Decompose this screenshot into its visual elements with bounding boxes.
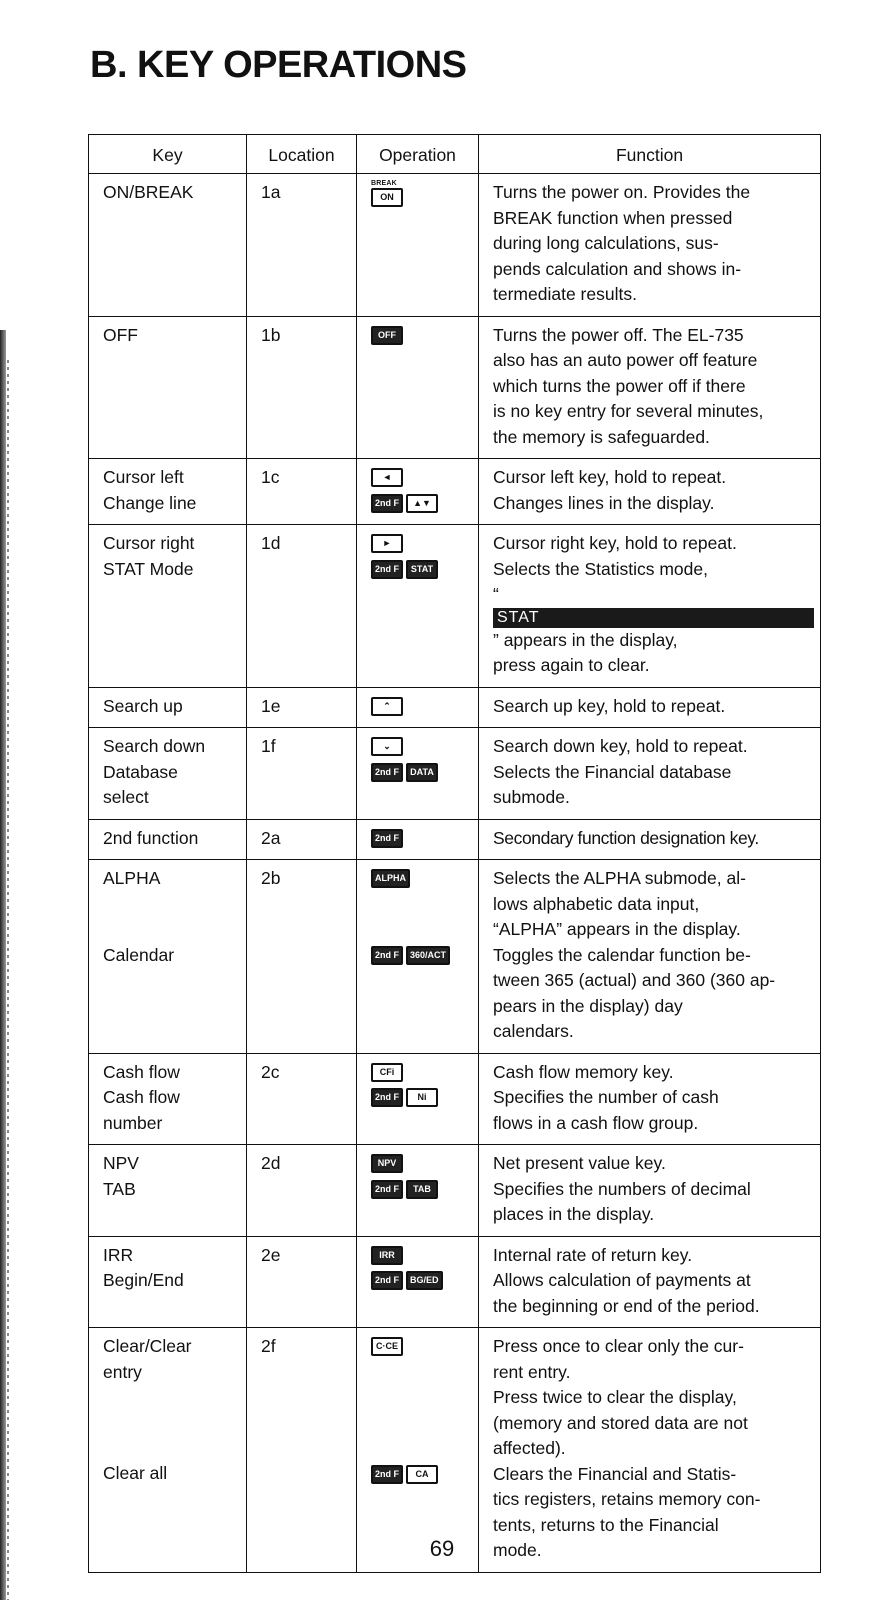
operation-cell [357, 687, 479, 728]
function-line: Turns the power off. The EL-735 [493, 324, 744, 345]
irr-key: IRR [371, 1246, 403, 1265]
function-line: Selects the Statistics mode, [493, 558, 708, 579]
page-binding-edge [0, 330, 6, 1600]
page-binding-stitch [7, 360, 9, 1600]
page-number: 69 [429, 1536, 455, 1561]
key-cell [89, 1053, 247, 1145]
data-key: DATA [406, 763, 438, 782]
location-cell: 1c [247, 459, 357, 525]
begin-end-key: BG/ED [406, 1271, 443, 1290]
key-name: Clear/Clear [103, 1336, 192, 1356]
off-key: OFF [371, 326, 403, 345]
location-cell: 2f [247, 1328, 357, 1573]
operation-cell [357, 728, 479, 820]
location-cell: 2d [247, 1145, 357, 1237]
function-line: Changes lines in the display. [493, 492, 715, 513]
key-name: Search down [103, 736, 206, 756]
function-cell [479, 819, 821, 860]
key-cell [89, 1236, 247, 1328]
function-line: Press twice to clear the display, [493, 1387, 737, 1407]
function-line: also has an auto power off feature [493, 350, 758, 370]
key-name: 2nd function [103, 827, 199, 848]
function-line: Secondary function designation key. [493, 827, 759, 848]
second-function-key: 2nd F [371, 1180, 403, 1199]
function-line: press again to clear. [493, 655, 650, 675]
operation-cell [357, 1145, 479, 1237]
cursor-left-key: ◄ [371, 468, 403, 487]
key-name: Database [103, 761, 178, 782]
header-operation: Operation [357, 135, 479, 174]
function-line: Clears the Financial and Statis- [493, 1463, 737, 1484]
key-name: Calendar [103, 944, 175, 965]
function-cell [479, 1145, 821, 1237]
key-cell [89, 316, 247, 459]
key-cell [89, 728, 247, 820]
key-name: Begin/End [103, 1270, 184, 1290]
function-line: places in the display. [493, 1204, 655, 1224]
function-line: Net present value key. [493, 1153, 666, 1173]
function-line: Internal rate of return key. [493, 1244, 693, 1265]
function-cell [479, 459, 821, 525]
location-cell: 2c [247, 1053, 357, 1145]
second-function-key: 2nd F [371, 1465, 403, 1484]
operation-cell [357, 459, 479, 525]
function-cell [479, 728, 821, 820]
function-line: pends calculation and shows in- [493, 258, 742, 279]
function-line: flows in a cash flow group. [493, 1112, 699, 1133]
function-line: tween 365 (actual) and 360 (360 ap- [493, 970, 776, 990]
location-cell: 1b [247, 316, 357, 459]
key-name: Clear all [103, 1463, 168, 1483]
second-function-key: 2nd F [371, 946, 403, 965]
clear-all-key: CA [406, 1465, 438, 1484]
operation-cell [357, 1236, 479, 1328]
key-name: Cursor right [103, 533, 195, 553]
location-cell: 2a [247, 819, 357, 860]
location-cell: 1d [247, 525, 357, 688]
operation-cell [357, 1053, 479, 1145]
location-cell: 1a [247, 174, 357, 317]
function-line: affected). [493, 1438, 566, 1458]
key-name: select [103, 787, 149, 807]
key-cap: ON [371, 188, 403, 207]
change-line-key: ▲▼ [406, 494, 438, 513]
clear-entry-key: C·CE [371, 1337, 403, 1356]
function-text: ” appears in the display, [493, 629, 678, 650]
table-row [89, 1236, 821, 1328]
function-line: tics registers, retains memory con- [493, 1489, 761, 1509]
function-line: which turns the power off if there [493, 375, 746, 396]
function-cell [479, 174, 821, 317]
function-line: submode. [493, 787, 570, 807]
key-operations-table [88, 134, 821, 1573]
cash-flow-key: CFi [371, 1063, 403, 1082]
tab-key: TAB [406, 1180, 438, 1199]
second-function-key: 2nd F [371, 494, 403, 513]
function-line: “ALPHA” appears in the display. [493, 919, 741, 939]
key-cell [89, 687, 247, 728]
operation-cell [357, 525, 479, 688]
header-function: Function [479, 135, 821, 174]
stat-key: STAT [406, 560, 438, 579]
function-line: calendars. [493, 1021, 574, 1041]
location-cell: 1e [247, 687, 357, 728]
search-up-key: ⌃ [371, 697, 403, 716]
function-line: Turns the power on. Provides the [493, 182, 751, 202]
npv-key: NPV [371, 1154, 403, 1173]
on-break-key [371, 180, 403, 207]
function-line: Selects the ALPHA submode, al- [493, 868, 746, 888]
key-cell [89, 1145, 247, 1237]
operation-cell [357, 860, 479, 1054]
key-secondary-label: BREAK [371, 180, 397, 187]
function-line: is no key entry for several minutes, [493, 401, 764, 421]
second-function-key: 2nd F [371, 1271, 403, 1290]
function-cell [479, 316, 821, 459]
function-cell [479, 1236, 821, 1328]
function-cell [479, 525, 821, 688]
function-line: Cash flow memory key. [493, 1061, 674, 1082]
stat-display-indicator: STAT [493, 608, 814, 628]
key-name: NPV [103, 1153, 139, 1173]
table-row [89, 525, 821, 688]
table-row [89, 174, 821, 317]
key-cell [89, 860, 247, 1054]
function-line: mode. [493, 1540, 542, 1560]
table-row [89, 459, 821, 525]
key-name: OFF [103, 324, 138, 345]
function-line: BREAK function when pressed [493, 207, 733, 228]
operation-cell [357, 316, 479, 459]
function-cell [479, 860, 821, 1054]
second-function-key: 2nd F [371, 829, 403, 848]
key-name: Cursor left [103, 467, 184, 487]
function-line: termediate results. [493, 284, 637, 304]
function-line: Toggles the calendar function be- [493, 944, 751, 965]
table-row [89, 860, 821, 1054]
function-line: the beginning or end of the period. [493, 1295, 760, 1316]
table-row [89, 728, 821, 820]
location-cell: 2b [247, 860, 357, 1054]
key-name: ON/BREAK [103, 182, 194, 202]
operation-cell [357, 819, 479, 860]
quote-open: “ [493, 584, 499, 604]
function-line: Specifies the numbers of decimal [493, 1178, 751, 1199]
key-cell [89, 459, 247, 525]
table-row [89, 819, 821, 860]
second-function-key: 2nd F [371, 560, 403, 579]
key-cell [89, 525, 247, 688]
header-location: Location [247, 135, 357, 174]
search-down-key: ⌄ [371, 737, 403, 756]
function-line: Selects the Financial database [493, 761, 732, 782]
second-function-key: 2nd F [371, 1088, 403, 1107]
key-name: number [103, 1112, 163, 1133]
key-cell [89, 819, 247, 860]
second-function-key: 2nd F [371, 763, 403, 782]
header-key: Key [89, 135, 247, 174]
calendar-key: 360/ACT [406, 946, 450, 965]
function-line [493, 582, 814, 653]
key-name: Search up [103, 695, 183, 716]
function-line: (memory and stored data are not [493, 1412, 748, 1433]
function-line: Press once to clear only the cur- [493, 1336, 744, 1356]
function-cell [479, 687, 821, 728]
key-cell [89, 174, 247, 317]
operation-cell [357, 174, 479, 317]
function-line: lows alphabetic data input, [493, 893, 700, 914]
key-name: Change line [103, 492, 197, 513]
location-cell: 2e [247, 1236, 357, 1328]
cash-flow-number-key: Ni [406, 1088, 438, 1107]
key-name: entry [103, 1361, 142, 1382]
key-name: ALPHA [103, 868, 161, 888]
key-name: IRR [103, 1244, 134, 1265]
function-cell [479, 1053, 821, 1145]
function-line: Search up key, hold to repeat. [493, 695, 726, 716]
table-header-row [89, 135, 821, 174]
function-line: Cursor right key, hold to repeat. [493, 533, 737, 553]
cursor-right-key: ► [371, 534, 403, 553]
function-line: Search down key, hold to repeat. [493, 736, 748, 756]
function-line: the memory is safeguarded. [493, 426, 710, 447]
function-line: tents, returns to the Financial [493, 1514, 719, 1535]
function-line: during long calculations, sus- [493, 233, 719, 253]
table-row [89, 1053, 821, 1145]
table-row [89, 1145, 821, 1237]
key-name: TAB [103, 1178, 136, 1199]
function-line: Allows calculation of payments at [493, 1270, 751, 1290]
key-name: STAT Mode [103, 558, 194, 579]
function-line: Specifies the number of cash [493, 1087, 719, 1107]
location-cell: 1f [247, 728, 357, 820]
table-row [89, 316, 821, 459]
function-line: pears in the display) day [493, 995, 683, 1016]
key-name: Cash flow [103, 1087, 180, 1107]
function-line: rent entry. [493, 1361, 571, 1382]
table-row [89, 687, 821, 728]
function-line: Cursor left key, hold to repeat. [493, 467, 727, 487]
alpha-key: ALPHA [371, 869, 410, 888]
page-title: B. KEY OPERATIONS [90, 44, 467, 86]
key-name: Cash flow [103, 1061, 180, 1082]
